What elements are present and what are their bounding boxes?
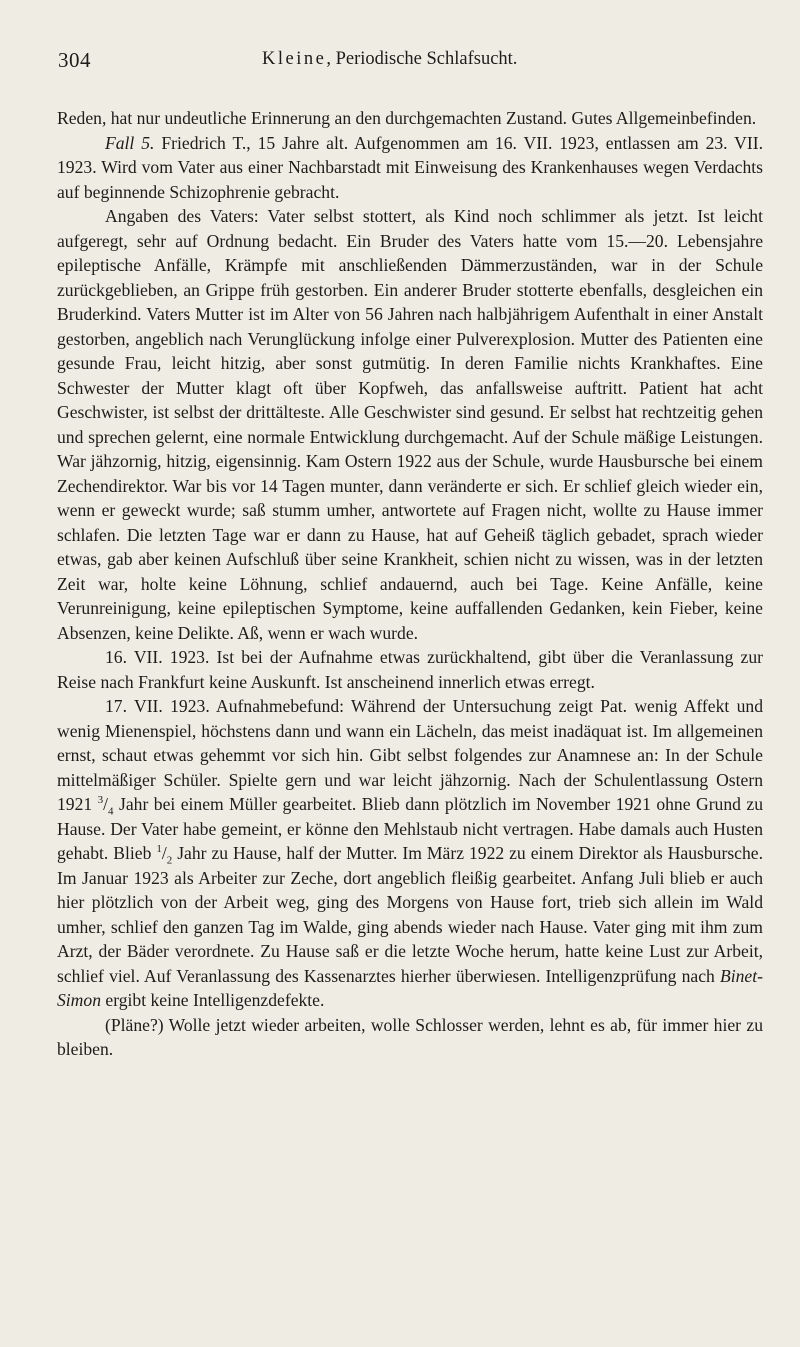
case-label: Fall 5. bbox=[105, 132, 155, 153]
page-header bbox=[58, 48, 760, 78]
paragraph-continuation: Reden, hat nur undeutliche Erinnerung an den durchgemachten Zustand. Gutes Allgemeinbefinden. bbox=[57, 108, 757, 128]
test-name: Binet-Simon bbox=[57, 965, 763, 1010]
paragraph-examination: 17. VII. 1923. Aufnahmebefund: Während der Untersuchung zeigt Pat. wenig Affekt und wenig Mienenspiel, höchstens dann und wann ein Lächeln, das meist inadäquat ist. Im allgemeinen ernst, schaut etwas gehemmt vor sich hin. Gibt selbst folgendes zur Anamnese an: In der Schule mittelmäßiger Schüler. Spielte gern und war leicht jähzornig. Nach der Schulentlassung Ostern 1921 $^3/_4$ Jahr bei einem Müller gearbeitet. Blieb dann plötzlich im November 1921 ohne Grund zu Hause. Der Vater habe gemeint, er könne den Mehlstaub nicht vertragen. Habe damals auch Husten gehabt. Blieb $^1/_2$ Jahr zu Hause, half der Mutter. Im März 1922 zu einem Direktor als Hausbursche. Im Januar 1923 als Arbeiter zur Zeche, dort angeblich fleißig gearbeitet. Anfang Juli blieb er auch hier plötzlich von der Arbeit weg, ging des Morgens von Hause fort, trieb sich allein im Wald umher, schlief den ganzen Tag im Walde, ging abends wieder nach Hause. Vater ging mit ihm zum Arzt, der Bäder verordnete. Zu Hause saß er die letzte Woche herum, hatte keine Lust zur Arbeit, schlief viel. Auf Veranlassung des Kassenarztes hierher überwiesen. Intelligenzprüfung nach Binet-Simon ergibt keine Intelligenzdefekte. bbox=[57, 696, 763, 1010]
fraction-numerator: 1 bbox=[156, 843, 162, 856]
paragraph-father-history: Angaben des Vaters: Vater selbst stottert, als Kind noch schlimmer als jetzt. Ist leicht aufgeregt, sehr auf Ordnung bedacht. Ein Bruder des Vaters hatte vom 15.—20. Lebensjahre epileptische Anfälle, Krämpfe mit anschließenden Dämmerzuständen, war in der Schule zurückgeblieben, an Grippe früh gestorben. Ein anderer Bruder stotterte ebenfalls, desgleichen ein Bruderkind. Vaters Mutter ist im Alter von 56 Jahren nach halbjährigem Aufenthalt in einer Anstalt gestorben, angeblich nach Verunglückung infolge einer Pulverexplosion. Mutter des Patienten eine gesunde Frau, leicht hitzig, aber sonst gutmütig. In deren Familie nichts Krankhaftes. Eine Schwester der Mutter klagt oft über Kopfweh, das anfallsweise auftritt. Patient hat acht Geschwister, ist selbst der drittälteste. Alle Geschwister sind gesund. Er selbst hat rechtzeitig gehen und sprechen gelernt, eine normale Entwicklung durchgemacht. Auf der Schule mäßige Leistungen. War jähzornig, hitzig, eigensinnig. Kam Ostern 1922 aus der Schule, wurde Hausbursche bei einem Zechendirektor. War bis vor 14 Tagen munter, dann veränderte er sich. Er schlief gleich wieder ein, wenn er geweckt wurde; saß stumm umher, antwortete auf Fragen nicht, wollte zu Hause immer schlafen. Die letzten Tage war er dann zu Hause, hat auf Geheiß täglich gebadet, sprach wieder etwas, gab aber keinen Aufschluß über seine Krankheit, schien nicht zu wissen, was in der letzten Zeit war, holte keine Löhnung, schlief andauernd, auch bei Tage. Keine Anfälle, keine Verunreinigung, keine epileptischen Symptome, keine auffallenden Gedanken, kein Fieber, keine Absenzen, keine Delikte. Aß, wenn er wach wurde. bbox=[57, 206, 763, 643]
fraction-denominator: 4 bbox=[108, 805, 114, 818]
page-number: 304 bbox=[58, 48, 91, 72]
paragraph-plans: (Pläne?) Wolle jetzt wieder arbeiten, wolle Schlosser werden, lehnt es ab, für immer hier zu bleiben. bbox=[57, 1014, 763, 1059]
paragraph-admission: 16. VII. 1923. Ist bei der Aufnahme etwas zurückhaltend, gibt über die Veranlassung zur Reise nach Frankfurt keine Auskunft. Ist anscheinend innerlich etwas erregt. bbox=[57, 647, 763, 692]
fraction-denominator: 2 bbox=[166, 854, 173, 867]
running-head bbox=[262, 49, 517, 70]
exam-text-b: Jahr bei einem Müller gearbeitet. Blieb dann plötzlich im November 1921 ohne Grund zu Hause. Der Vater habe gemeint, er könne den Mehlstaub nicht vertragen. Habe damals auch Husten gehabt. Blieb bbox=[57, 794, 763, 863]
paragraph-case-5 bbox=[57, 131, 763, 205]
exam-text-c: Jahr zu Hause, half der Mutter. Im März 1922 zu einem Direktor als Hausbursche. Im Januar 1923 als Arbeiter zur Zeche, dort angeblich fleißig gearbeitet. Anfang Juli blieb er auch hier plötzlich von der Arbeit weg, ging des Morgens von Hause fort, trieb sich allein im Wald umher, schlief den ganzen Tag im Walde, ging abends wieder nach Hause. Vater ging mit ihm zum Arzt, der Bäder verordnete. Zu Hause saß er die letzte Woche herum, hatte keine Lust zur Arbeit, schlief viel. Auf Veranlassung des Kassenarztes hierher überwiesen. Intelligenzprüfung nach bbox=[57, 843, 763, 986]
exam-text-a: 17. VII. 1923. Aufnahmebefund: Während der Untersuchung zeigt Pat. wenig Affekt und wenig Mienenspiel, höchstens dann und wann ein Lächeln, das meist inadäquat ist. Im allgemeinen ernst, schaut etwas gehemmt vor sich hin. Gibt selbst folgendes zur Anamnese an: In der Schule mittelmäßiger Schüler. Spielte gern und war leicht jähzornig. Nach der Schulentlassung Ostern 1921 bbox=[57, 696, 763, 814]
fraction-numerator: 3 bbox=[97, 794, 104, 807]
case-intro-text: Friedrich T., 15 Jahre alt. Aufgenommen am 16. VII. 1923, entlassen am 23. VII. 1923. Wird vom Vater aus einer Nachbarstadt mit Einweisung des Krankenhauses wegen Verdachts auf beginnende Schizophrenie gebracht. bbox=[57, 132, 763, 202]
running-head-title: , Periodische Schlafsucht. bbox=[326, 49, 518, 69]
exam-text-d: ergibt keine Intelligenzdefekte. bbox=[100, 990, 325, 1010]
running-head-author: Kleine bbox=[262, 49, 327, 69]
body-text bbox=[57, 106, 763, 1062]
